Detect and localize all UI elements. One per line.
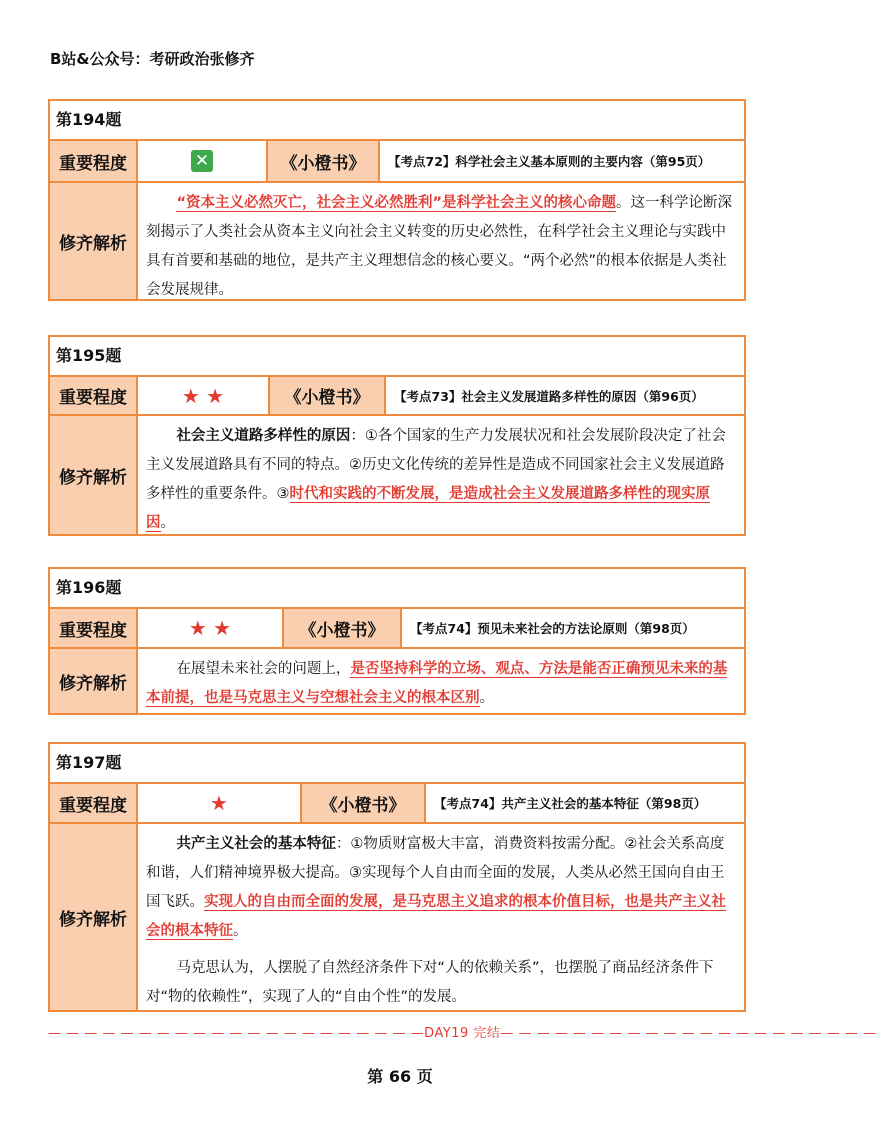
question-card-197 bbox=[48, 742, 746, 1012]
analysis-label: 修齐解析 bbox=[50, 649, 138, 713]
analysis-span: 。这一科学论断深刻揭示了人类社会从资本主义向社会主义转变的历史必然性，在科学社会主义理论与实践中具有首要和基础的地位，是共产主义理想信念的核心要义。“两个必然”的根本依据是人类社会发展规律。 bbox=[146, 195, 732, 298]
meta-row bbox=[50, 377, 744, 416]
importance-label: 重要程度 bbox=[50, 377, 138, 414]
key-sentence: 时代和实践的不断发展，是造成社会主义发展道路多样性的现实原因 bbox=[146, 486, 710, 531]
key-sentence: 是否坚持科学的立场、观点、方法是能否正确预见未来的基本前提，也是马克思主义与空想社会主义的根本区别 bbox=[146, 661, 728, 706]
analysis-span: 。 bbox=[160, 515, 175, 531]
meta-row bbox=[50, 141, 744, 183]
importance-label: 重要程度 bbox=[50, 609, 138, 647]
kaodian: 【考点73】社会主义发展道路多样性的原因（第96页） bbox=[394, 388, 704, 404]
day-complete-divider: — — — — — — — — — — — — — — — — — — — — —DAY19 完结— — — — — — — — — — — — — — — — — — — — — bbox=[48, 1026, 877, 1041]
question-card-195 bbox=[48, 335, 746, 536]
key-sentence: “资本主义必然灭亡，社会主义必然胜利”是科学社会主义的核心命题 bbox=[176, 195, 616, 211]
analysis-text bbox=[138, 183, 744, 299]
analysis-label: 修齐解析 bbox=[50, 183, 138, 299]
book-name: 《小橙书》 bbox=[270, 377, 386, 414]
bold-term: 社会主义道路多样性的原因 bbox=[176, 428, 351, 444]
star-rating: ★ ★ bbox=[138, 377, 270, 414]
importance-value bbox=[138, 141, 268, 181]
analysis-span: ：①物质财富极大丰富，消费资料按需分配。②社会关系高度和谐，人们精神境界极大提高。③实现每个人自由而全面的发展，人类从必然王国向自由王国飞跃。 bbox=[146, 836, 725, 910]
book-name: 《小橙书》 bbox=[284, 609, 402, 647]
analysis-span: 。 bbox=[479, 690, 494, 706]
kaodian: 【考点72】科学社会主义基本原则的主要内容（第95页） bbox=[388, 154, 711, 169]
question-title: 第195题 bbox=[50, 337, 744, 377]
book-name: 《小橙书》 bbox=[302, 784, 426, 822]
kaodian: 【考点74】预见未来社会的方法论原则（第98页） bbox=[410, 621, 695, 636]
analysis-row bbox=[50, 824, 744, 1010]
kaodian: 【考点74】共产主义社会的基本特征（第98页） bbox=[434, 796, 707, 811]
analysis-span: 。 bbox=[233, 923, 248, 939]
question-title: 第194题 bbox=[50, 101, 744, 141]
key-sentence: 实现人的自由而全面的发展，是马克思主义追求的根本价值目标，也是共产主义社会的根本特征 bbox=[146, 894, 726, 939]
star-rating: ★ bbox=[138, 784, 302, 822]
book-name: 《小橙书》 bbox=[268, 141, 380, 181]
importance-label: 重要程度 bbox=[50, 784, 138, 822]
meta-row bbox=[50, 784, 744, 824]
analysis-text bbox=[138, 416, 744, 534]
importance-label: 重要程度 bbox=[50, 141, 138, 181]
analysis-span: ：①各个国家的生产力发展状况和社会发展阶段决定了社会主义发展道路具有不同的特点。②历史文化传统的差异性是造成不同国家社会主义发展道路多样性的重要条件。③ bbox=[146, 428, 726, 502]
header-source: B站&公众号：考研政治张修齐 bbox=[50, 50, 255, 68]
bold-term: 共产主义社会的基本特征 bbox=[176, 836, 336, 852]
analysis-text bbox=[138, 824, 744, 1010]
analysis-text bbox=[138, 649, 744, 713]
question-card-194 bbox=[48, 99, 746, 301]
star-rating: ★ ★ bbox=[138, 609, 284, 647]
analysis-row bbox=[50, 649, 744, 713]
meta-row bbox=[50, 609, 744, 649]
analysis-paragraph-2: 马克思认为，人摆脱了自然经济条件下对“人的依赖关系”，也摆脱了商品经济条件下对“物的依赖性”，实现了人的“自由个性”的发展。 bbox=[146, 960, 714, 1005]
analysis-label: 修齐解析 bbox=[50, 824, 138, 1010]
question-title: 第196题 bbox=[50, 569, 744, 609]
analysis-label: 修齐解析 bbox=[50, 416, 138, 534]
question-card-196 bbox=[48, 567, 746, 715]
analysis-row bbox=[50, 183, 744, 299]
analysis-row bbox=[50, 416, 744, 534]
analysis-span: 在展望未来社会的问题上， bbox=[176, 661, 351, 677]
green-x-icon: ✕ bbox=[191, 150, 213, 172]
page-number: 第 66 页 bbox=[367, 1067, 433, 1086]
question-title: 第197题 bbox=[50, 744, 744, 784]
